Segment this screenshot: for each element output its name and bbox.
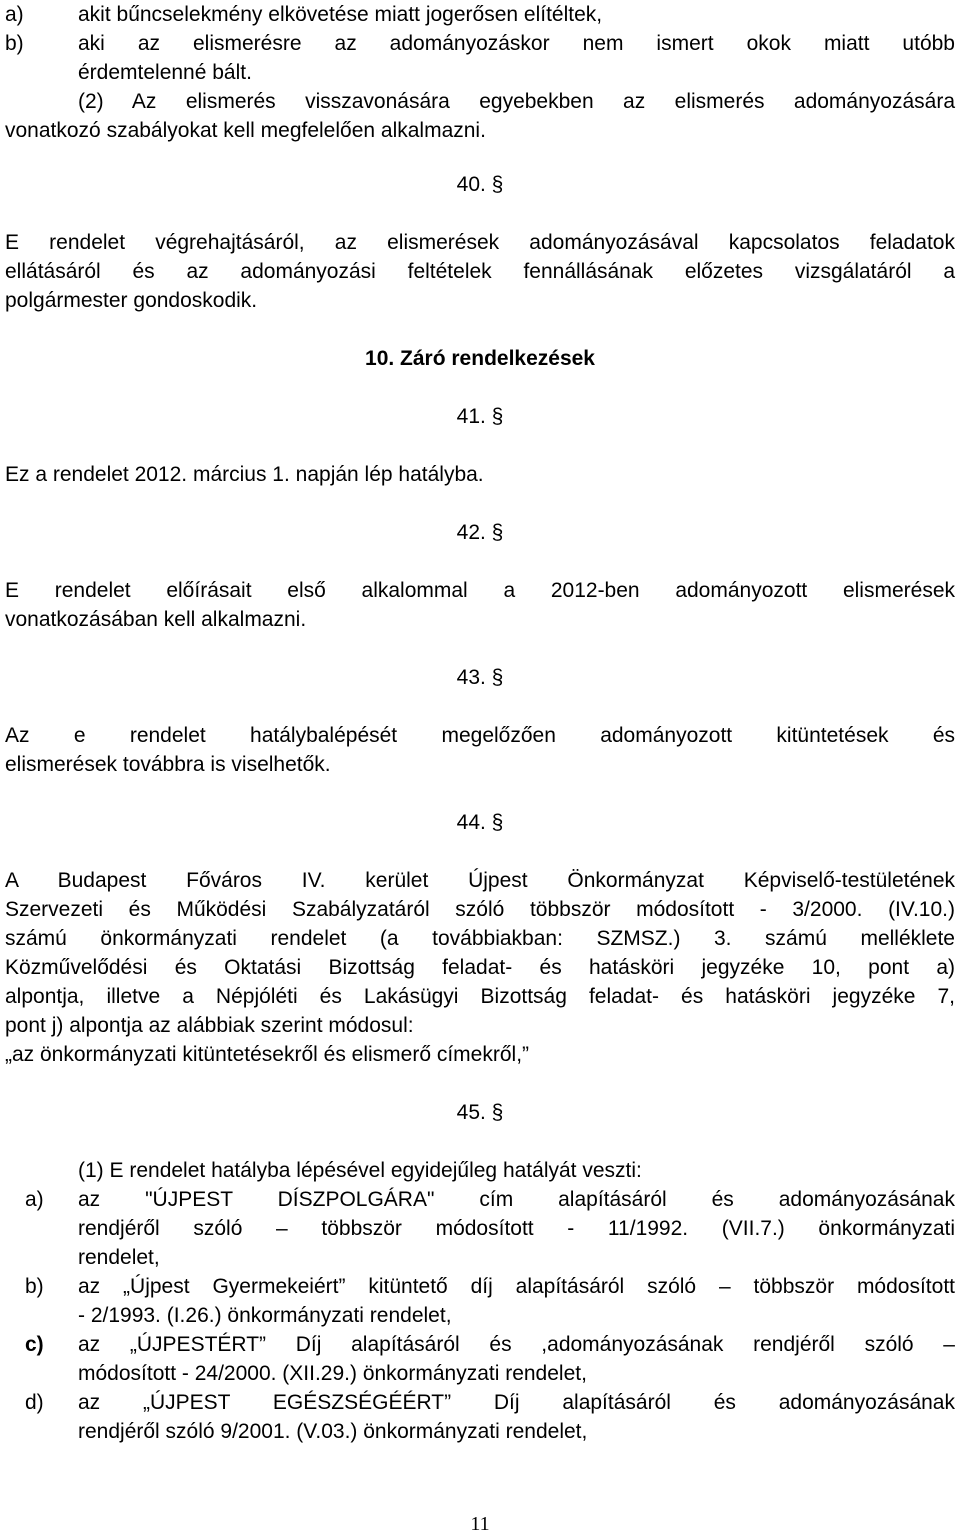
list-text-cont: érdemtelenné bált. — [78, 61, 252, 84]
section-heading-45: 45. § — [456, 1101, 504, 1124]
paragraph-line: Közművelődési és Oktatási Bizottság feladat- és hatásköri jegyzéke 10, pont a) — [5, 956, 955, 979]
list-text: az „ÚJPESTÉRT” Díj alapításáról és ,adományozásának rendjéről szóló – — [78, 1333, 955, 1356]
list-text: akit bűncselekmény elkövetése miatt jogerősen elítéltek, — [78, 3, 603, 26]
paragraph-line: (2) Az elismerés visszavonására egyebekben az elismerés adományozására — [78, 90, 955, 113]
page-number: 11 — [470, 1513, 490, 1535]
list-text: az „Újpest Gyermekeiért” kitüntető díj alapításáról szóló – többször módosított — [78, 1275, 955, 1298]
paragraph-line: alpontja, illetve a Népjóléti és Lakásügyi Bizottság feladat- és hatásköri jegyzéke 7, — [5, 985, 955, 1008]
paragraph-line: polgármester gondoskodik. — [5, 289, 258, 312]
list-label: c) — [25, 1333, 44, 1356]
list-label: a) — [25, 1188, 44, 1211]
list-label: d) — [25, 1391, 44, 1414]
list-label: a) — [5, 3, 24, 26]
paragraph-line: számú önkormányzati rendelet (a továbbiakban: SZMSZ.) 3. számú melléklete — [5, 927, 955, 950]
list-label: b) — [25, 1275, 44, 1298]
paragraph-line: pont j) alpontja az alábbiak szerint módosul: — [5, 1014, 414, 1037]
paragraph-line: E rendelet végrehajtásáról, az elismerések adományozásával kapcsolatos feladatok — [5, 231, 955, 254]
paragraph-line: ellátásáról és az adományozási feltételek fennállásának előzetes vizsgálatáról a — [5, 260, 955, 283]
chapter-heading: 10. Záró rendelkezések — [365, 347, 595, 370]
paragraph-line: vonatkozó szabályokat kell megfelelően alkalmazni. — [5, 119, 486, 142]
quoted-title-line: „az önkormányzati kitüntetésekről és elismerő címekről,” — [5, 1043, 530, 1066]
paragraph-line: vonatkozásában kell alkalmazni. — [5, 608, 307, 631]
section-heading-43: 43. § — [456, 666, 504, 689]
list-text: rendelet, — [78, 1246, 160, 1269]
paragraph-line: Szervezeti és Működési Szabályzatáról szóló többször módosított - 3/2000. (IV.10.) — [5, 898, 955, 921]
paragraph-line: (1) E rendelet hatályba lépésével egyidejűleg hatályát veszti: — [78, 1159, 642, 1182]
list-text: rendjéről szóló 9/2001. (V.03.) önkormányzati rendelet, — [78, 1420, 588, 1443]
paragraph-line: Ez a rendelet 2012. március 1. napján lép hatályba. — [5, 463, 484, 486]
paragraph-line: Az e rendelet hatálybalépését megelőzően adományozott kitüntetések és — [5, 724, 955, 747]
list-text: az "ÚJPEST DÍSZPOLGÁRA" cím alapításáról és adományozásának — [78, 1188, 955, 1211]
section-heading-44: 44. § — [456, 811, 504, 834]
list-text: - 2/1993. (I.26.) önkormányzati rendelet, — [78, 1304, 452, 1327]
list-label: b) — [5, 32, 24, 55]
paragraph-line: elismerések továbbra is viselhetők. — [5, 753, 331, 776]
list-text: az „ÚJPEST EGÉSZSÉGÉÉRT” Díj alapításáról és adományozásának — [78, 1391, 955, 1414]
list-text: rendjéről szóló – többször módosított - 11/1992. (VII.7.) önkormányzati — [78, 1217, 955, 1240]
list-text: módosított - 24/2000. (XII.29.) önkormányzati rendelet, — [78, 1362, 587, 1385]
section-heading-40: 40. § — [456, 173, 504, 196]
paragraph-line: A Budapest Főváros IV. kerület Újpest Önkormányzat Képviselő-testületének — [5, 869, 955, 892]
paragraph-line: E rendelet előírásait első alkalommal a 2012-ben adományozott elismerések — [5, 579, 955, 602]
list-text: aki az elismerésre az adományozáskor nem ismert okok miatt utóbb — [78, 32, 955, 55]
section-heading-42: 42. § — [456, 521, 504, 544]
section-heading-41: 41. § — [456, 405, 504, 428]
